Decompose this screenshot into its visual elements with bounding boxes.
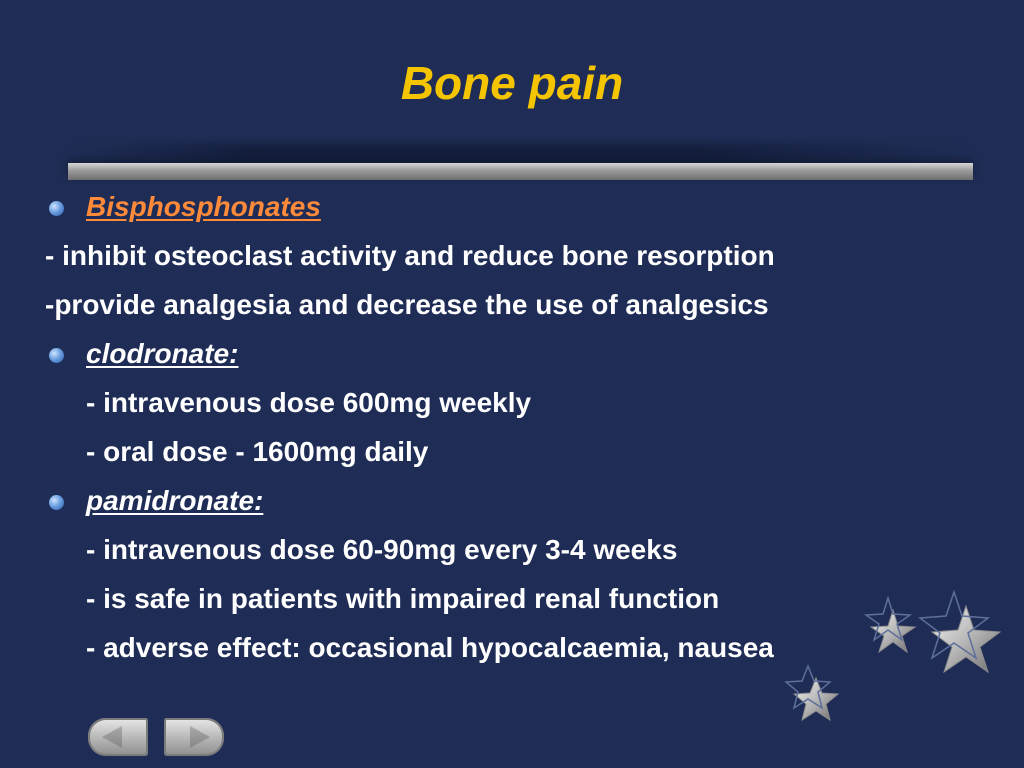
bullet-dot bbox=[49, 495, 64, 510]
arrow-right-icon bbox=[164, 718, 224, 756]
bullet-heading-pamidronate bbox=[86, 484, 263, 518]
body-line: - intravenous dose 600mg weekly bbox=[86, 387, 532, 418]
heading-text: clodronate: bbox=[86, 338, 239, 369]
bullet-heading-bisphosphonates bbox=[86, 190, 321, 224]
star-icon bbox=[794, 678, 838, 720]
arrow-left-icon bbox=[88, 718, 148, 756]
body-line: - adverse effect: occasional hypocalcaemia, nausea bbox=[86, 632, 774, 663]
title-divider bbox=[68, 163, 973, 180]
heading-text: pamidronate: bbox=[86, 485, 264, 516]
next-slide-button[interactable] bbox=[164, 718, 224, 756]
body-line: -provide analgesia and decrease the use of analgesics bbox=[45, 289, 769, 320]
decorative-stars-icon bbox=[760, 580, 1024, 768]
body-line: - inhibit osteoclast activity and reduce bone resorption bbox=[45, 240, 775, 271]
bullet-heading-clodronate bbox=[86, 337, 238, 371]
body-line: - intravenous dose 60-90mg every 3-4 weeks bbox=[86, 534, 678, 565]
slide-title: Bone pain bbox=[400, 57, 624, 109]
bullet-dot bbox=[49, 201, 64, 216]
body-line: - is safe in patients with impaired renal function bbox=[86, 583, 720, 614]
bullet-dot bbox=[49, 348, 64, 363]
body-line: - oral dose - 1600mg daily bbox=[86, 436, 429, 467]
divider-shadow bbox=[68, 143, 973, 163]
previous-slide-button[interactable] bbox=[88, 718, 148, 756]
heading-text: Bisphosphonates bbox=[86, 191, 321, 222]
